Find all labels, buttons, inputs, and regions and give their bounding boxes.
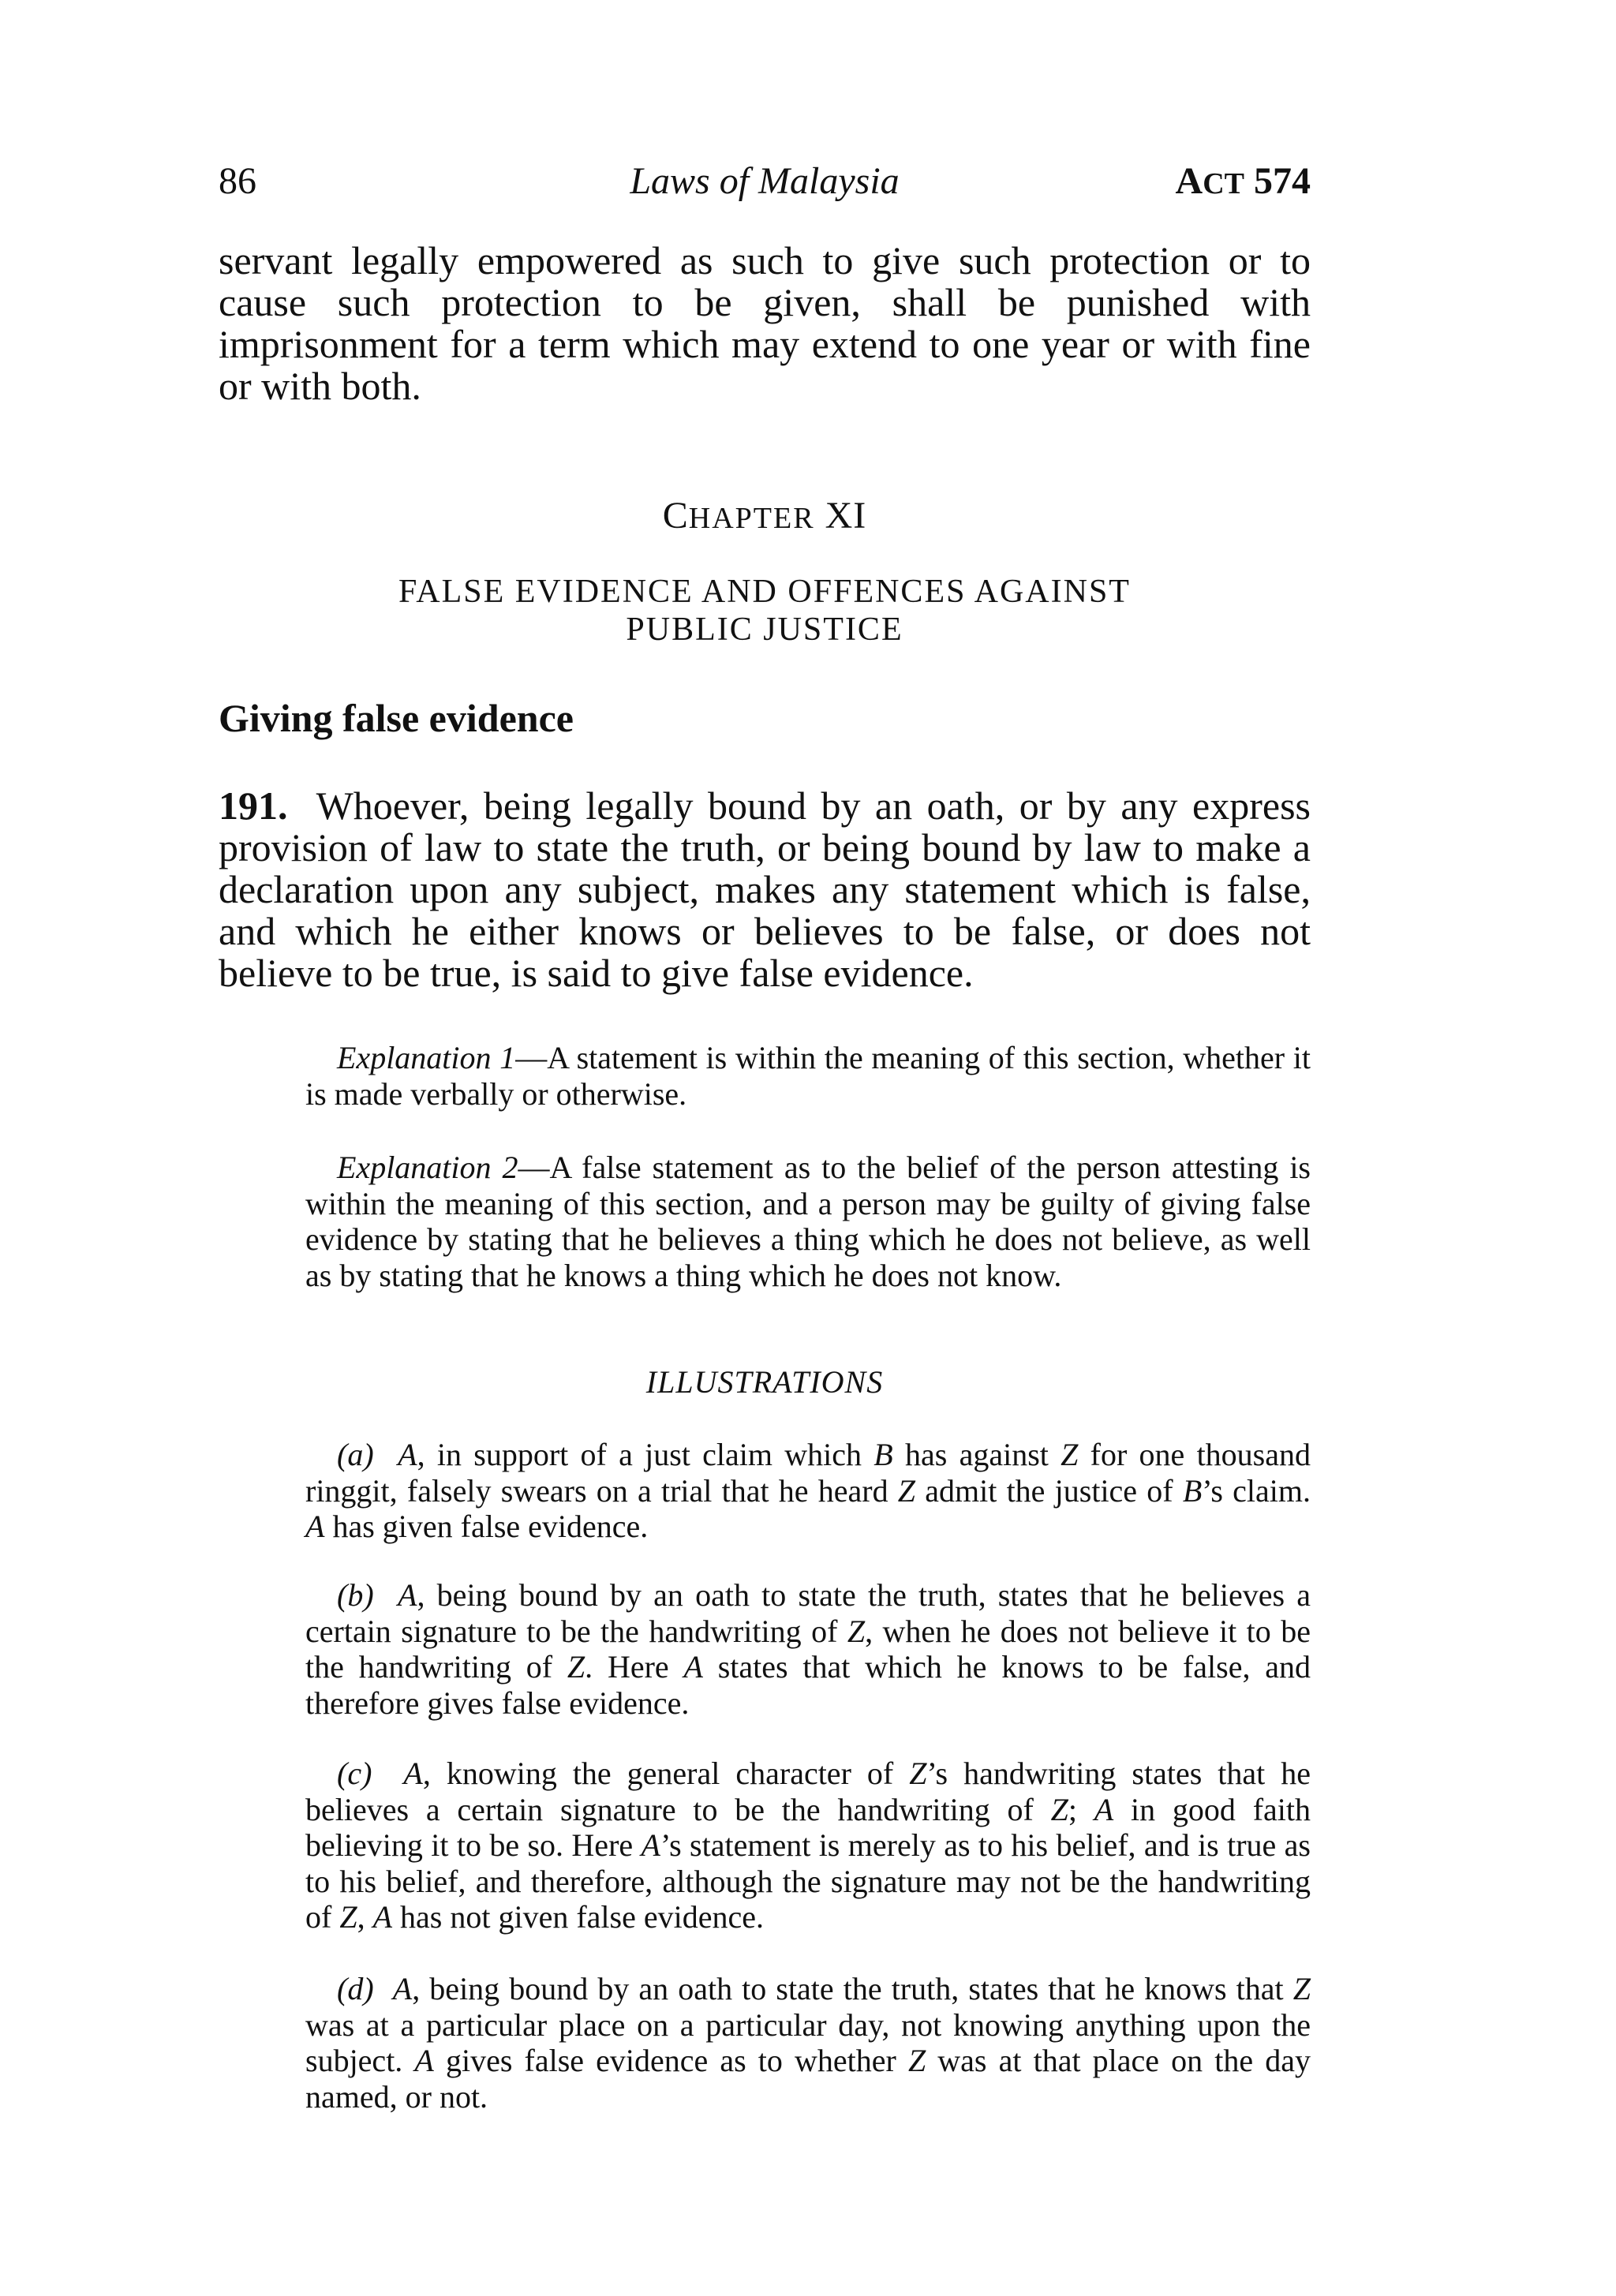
- illustration-text: , being bound by an oath to state the truth, states that he knows that: [412, 1971, 1293, 2006]
- illustration-text: states that which he knows to be false, and therefore gives false evidence.: [305, 1649, 1311, 1721]
- illustration-text: ’s statement is merely as to his belief, and is true as to his belief, and therefore, although the signature may not be the handwriting of: [305, 1827, 1311, 1935]
- party-letter: Z: [897, 1472, 916, 1509]
- illustration-text: , being bound by an oath to state the truth, states that he believes a certain signature to be the handwriting of: [305, 1577, 1311, 1649]
- party-letter: A: [398, 1437, 417, 1472]
- act-prefix: A: [1175, 160, 1203, 202]
- party-letter: A: [403, 1756, 423, 1791]
- illustration-marker: (c): [337, 1756, 372, 1791]
- party-letter: Z: [907, 2043, 926, 2078]
- page-number: 86: [219, 160, 256, 202]
- illustration-text: admit the justice of: [915, 1472, 1183, 1509]
- illustration-text: gives false evidence as to whether: [433, 2043, 908, 2078]
- illustration-a: [305, 1437, 1311, 1545]
- party-letter: A: [641, 1827, 660, 1863]
- explanation-1-text: —A statement is within the meaning of this section, whether it is made verbally or otherwise.: [305, 1040, 1311, 1112]
- illustration-text: has against: [892, 1437, 1061, 1472]
- explanation-2-text: —A false statement as to the belief of the person attesting is within the meaning of this section, and a person may be guilty of giving false evidence by stating that he believes a thing which he does not believe, as well as by stating that he knows a thing which he does not know.: [305, 1150, 1311, 1293]
- illustration-text: , in support of a just claim which: [417, 1437, 874, 1472]
- party-letter: B: [873, 1437, 893, 1472]
- illustration-text: was at that place on the day named, or not.: [305, 2043, 1311, 2115]
- party-letter: Z: [1050, 1791, 1068, 1827]
- party-letter: Z: [339, 1899, 357, 1935]
- party-letter: Z: [847, 1613, 866, 1649]
- party-letter: A: [398, 1577, 417, 1613]
- chapter-title-line-2: PUBLIC JUSTICE: [626, 611, 903, 648]
- illustration-d: [305, 1971, 1311, 2115]
- party-letter: Z: [1060, 1437, 1079, 1472]
- explanation-1: [305, 1040, 1311, 1112]
- party-letter: B: [1182, 1472, 1203, 1509]
- illustration-b: [305, 1577, 1311, 1721]
- illustration-text: has not given false evidence.: [392, 1899, 764, 1935]
- illustration-text: ’s handwriting states that he believes a certain signature to be the handwriting of: [305, 1756, 1311, 1827]
- illustration-text: ’s claim.: [1202, 1472, 1311, 1509]
- continuation-paragraph: servant legally empowered as such to give such protection or to cause such protection to be given, shall be punished with imprisonment for a term which may extend to one year or with fine or with both.: [219, 238, 1311, 408]
- illustration-text: was at a particular place on a particular day, not knowing anything upon the subject.: [305, 2006, 1311, 2078]
- running-header: [219, 156, 1311, 207]
- act-num: 574: [1254, 160, 1311, 202]
- illustrations-heading: ILLUSTRATIONS: [645, 1364, 884, 1400]
- section-text: Whoever, being legally bound by an oath, or by any express provision of law to state the truth, or being bound by law to make a declaration upon any subject, makes any statement which is false, and which he either knows or believes to be false, or does not believe to be true, is said to give false evidence.: [219, 783, 1311, 995]
- illustration-marker: (a): [337, 1437, 374, 1472]
- illustration-c: [305, 1756, 1311, 1935]
- illustration-text: for one thousand ringgit, falsely swears on a trial that he heard: [305, 1437, 1311, 1509]
- party-letter: A: [683, 1649, 703, 1685]
- explanation-2-label: Explanation 2: [337, 1150, 518, 1185]
- chapter-title-line-1: FALSE EVIDENCE AND OFFENCES AGAINST: [398, 574, 1131, 610]
- illustration-text: has given false evidence.: [324, 1509, 649, 1544]
- act-prefix-smallcaps: CT: [1203, 167, 1244, 200]
- illustration-text: , when he does not believe it to be the handwriting of: [305, 1613, 1311, 1685]
- illustration-text: , knowing the general character of: [422, 1756, 910, 1791]
- illustration-marker: (d): [337, 1971, 374, 2006]
- party-letter: A: [305, 1509, 325, 1544]
- section-number: 191.: [219, 783, 288, 828]
- explanation-1-label: Explanation 1: [337, 1040, 516, 1075]
- section-191-body: [219, 785, 1311, 994]
- illustration-text: ;: [1068, 1791, 1094, 1827]
- party-letter: A: [1094, 1791, 1114, 1827]
- party-letter: Z: [909, 1756, 927, 1791]
- explanation-2: [305, 1150, 1311, 1293]
- party-letter: Z: [567, 1649, 585, 1685]
- party-letter: A: [372, 1899, 393, 1935]
- illustration-text: ,: [357, 1899, 373, 1935]
- illustration-text: in good faith believing it to be so. Here: [305, 1791, 1311, 1863]
- party-letter: A: [414, 2043, 434, 2078]
- chapter-title: [219, 573, 1311, 649]
- chapter-prefix-smallcaps: HAPTER: [688, 502, 815, 535]
- chapter-roman: XI: [825, 495, 867, 537]
- chapter-prefix: C: [662, 495, 689, 537]
- publication-title: Laws of Malaysia: [630, 160, 900, 202]
- chapter-number: [219, 492, 1311, 542]
- illustration-marker: (b): [337, 1577, 374, 1613]
- party-letter: A: [392, 1971, 413, 2006]
- party-letter: Z: [1292, 1971, 1311, 2006]
- section-heading: Giving false evidence: [219, 696, 574, 740]
- illustration-text: . Here: [585, 1649, 684, 1685]
- act-number: [1176, 156, 1311, 209]
